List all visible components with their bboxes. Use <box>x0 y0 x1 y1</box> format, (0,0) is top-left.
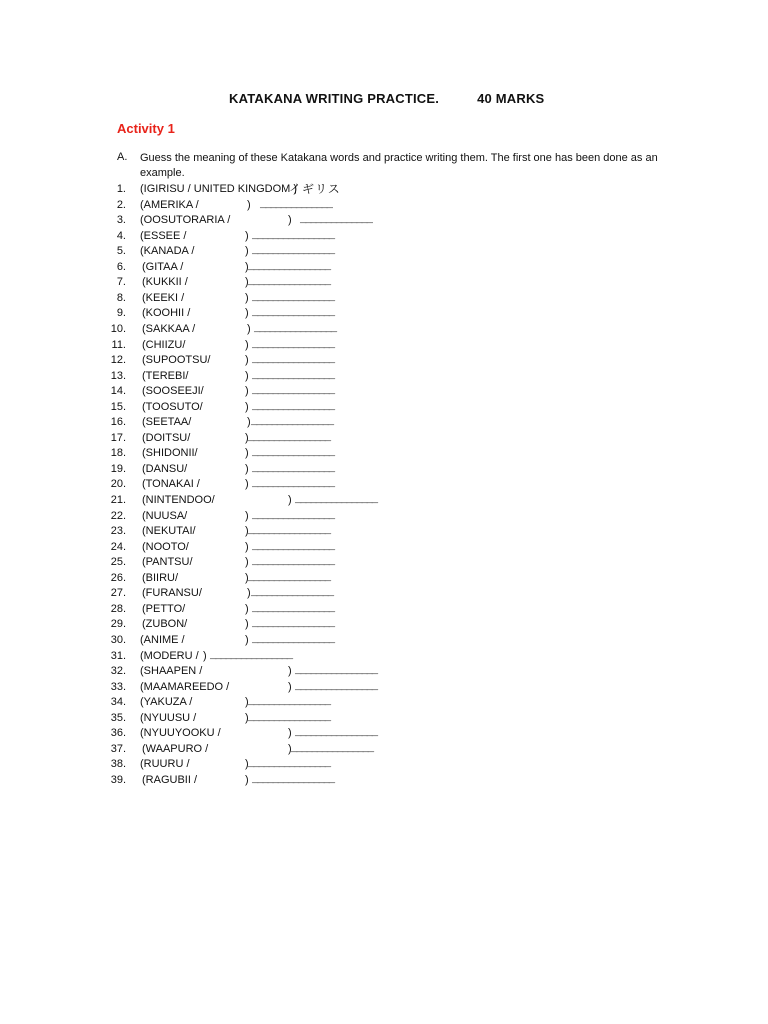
item-number: 11. <box>111 338 126 351</box>
closing-paren: ) <box>245 260 249 273</box>
answer-blank: ________________ <box>252 556 334 569</box>
item-number: 14. <box>110 385 126 398</box>
closing-paren: ) <box>245 773 249 786</box>
romaji-word: (NEKUTAI/ <box>142 525 196 538</box>
list-item <box>0 742 768 757</box>
list-item <box>0 322 768 337</box>
romaji-word: (IGIRISU / UNITED KINGDOM ) <box>140 183 298 195</box>
romaji-word: (YAKUZA / <box>140 696 193 709</box>
item-number: 15. <box>110 400 126 413</box>
romaji-word: (MAAMAREEDO / <box>140 680 230 693</box>
answer-blank: ______________ <box>300 214 372 227</box>
item-number: 33. <box>110 680 126 693</box>
answer-blank: ________________ <box>291 742 373 755</box>
answer-blank: ________________ <box>252 338 334 351</box>
romaji-word: (KUKKII / <box>142 276 188 289</box>
item-number: 6. <box>116 260 126 273</box>
closing-paren: ) <box>245 696 249 709</box>
closing-paren: ) <box>245 540 249 553</box>
answer-blank: ________________ <box>252 633 334 646</box>
closing-paren: ) <box>245 478 249 491</box>
list-item <box>0 182 768 197</box>
list-item <box>0 509 768 524</box>
closing-paren: ) <box>288 727 292 740</box>
item-number: 35. <box>110 711 126 724</box>
worksheet-title <box>229 91 544 106</box>
closing-paren: ) <box>245 400 249 413</box>
list-item <box>0 649 768 664</box>
list-item <box>0 555 768 570</box>
list-item <box>0 477 768 492</box>
romaji-word: (SAKKAA / <box>142 322 196 335</box>
list-item <box>0 586 768 601</box>
answer-blank: ______________ <box>260 198 332 211</box>
list-item <box>0 680 768 695</box>
romaji-word: (TONAKAI / <box>142 478 200 491</box>
closing-paren: ) <box>245 509 249 522</box>
item-number: 22. <box>110 509 126 522</box>
list-item <box>0 291 768 306</box>
closing-paren: ) <box>247 322 251 335</box>
romaji-word: (KEEKI / <box>142 291 185 304</box>
closing-paren: ) <box>288 494 292 506</box>
list-item <box>0 244 768 259</box>
item-number: 8. <box>116 291 126 304</box>
list-item <box>0 757 768 772</box>
romaji-word: (DOITSU/ <box>142 431 191 444</box>
item-number: 31. <box>110 649 126 662</box>
answer-blank: ________________ <box>248 276 330 289</box>
answer-blank: ________________ <box>252 462 334 475</box>
closing-paren: ) <box>245 571 249 584</box>
answer-blank: ________________ <box>248 711 330 724</box>
romaji-word: (OOSUTORARIA / <box>140 214 231 227</box>
closing-paren: ) <box>247 416 251 429</box>
romaji-word: (KOOHII / <box>142 307 191 320</box>
answer-blank: ________________ <box>252 509 334 522</box>
romaji-word: (DANSU/ <box>142 462 188 475</box>
item-number: 26. <box>110 571 126 584</box>
item-number: 27. <box>110 587 126 600</box>
list-item <box>0 617 768 632</box>
item-number: 5. <box>116 245 126 258</box>
romaji-word: (TEREBI/ <box>142 369 189 382</box>
closing-paren: ) <box>245 556 249 569</box>
list-item <box>0 540 768 555</box>
romaji-word: (PANTSU/ <box>142 556 193 569</box>
answer-blank: ________________ <box>252 245 334 258</box>
list-item <box>0 571 768 586</box>
example-answer: イギリス <box>289 182 341 196</box>
answer-blank: ________________ <box>252 229 334 242</box>
list-item <box>0 633 768 648</box>
list-item <box>0 695 768 710</box>
item-number: 7. <box>116 276 126 289</box>
answer-blank: ________________ <box>252 400 334 413</box>
list-item <box>0 353 768 368</box>
closing-paren: ) <box>245 447 249 460</box>
closing-paren: ) <box>245 602 249 615</box>
item-number: 30. <box>110 633 126 646</box>
romaji-word: (NUUSA/ <box>142 509 188 522</box>
closing-paren: ) <box>245 758 249 771</box>
title-text: KATAKANA WRITING PRACTICE. <box>229 91 440 106</box>
item-number: 16. <box>110 416 126 429</box>
closing-paren: ) <box>245 291 249 304</box>
list-item <box>0 602 768 617</box>
closing-paren: ) <box>245 276 249 289</box>
list-item <box>0 415 768 430</box>
item-number: 28. <box>110 602 126 615</box>
answer-blank: ________________ <box>252 540 334 553</box>
answer-blank: ________________ <box>248 758 330 771</box>
list-item <box>0 446 768 461</box>
answer-blank: ________________ <box>252 618 334 631</box>
item-number: 20. <box>110 478 126 491</box>
romaji-word: (RUURU / <box>140 758 190 771</box>
closing-paren: ) <box>245 369 249 382</box>
closing-paren: ) <box>245 338 249 351</box>
answer-blank: ________________ <box>248 696 330 709</box>
list-item <box>0 306 768 321</box>
closing-paren: ) <box>247 198 251 211</box>
item-number: 17. <box>110 431 126 444</box>
romaji-word: (ANIME / <box>140 633 185 646</box>
list-item <box>0 229 768 244</box>
romaji-word: (BIIRU/ <box>142 571 179 584</box>
closing-paren: ) <box>245 633 249 646</box>
answer-blank: ________________ <box>295 727 377 740</box>
list-item <box>0 384 768 399</box>
closing-paren: ) <box>245 307 249 320</box>
instruction-text: Guess the meaning of these Katakana words and practice writing them. The first one has been done as an example. <box>140 152 658 179</box>
item-number: 29. <box>110 618 126 631</box>
answer-blank: ________________ <box>295 494 377 506</box>
answer-blank: ________________ <box>248 525 330 538</box>
romaji-word: (PETTO/ <box>142 602 186 615</box>
list-item <box>0 338 768 353</box>
romaji-word: (CHIIZU/ <box>142 338 186 351</box>
closing-paren: ) <box>245 385 249 398</box>
item-number: 24. <box>110 540 126 553</box>
item-number: 32. <box>110 665 126 678</box>
item-number: 36. <box>110 727 126 740</box>
list-item <box>0 493 768 508</box>
romaji-word: (NYUUYOOKU / <box>140 727 221 740</box>
item-number: 25. <box>110 556 126 569</box>
item-number: 13. <box>110 369 126 382</box>
answer-blank: ________________ <box>295 665 377 678</box>
answer-blank: ________________ <box>254 322 336 335</box>
answer-blank: ________________ <box>252 369 334 382</box>
closing-paren: ) <box>245 431 249 444</box>
list-item <box>0 369 768 384</box>
answer-blank: ________________ <box>252 773 334 786</box>
item-number: 23. <box>110 525 126 538</box>
romaji-word: (NOOTO/ <box>142 540 189 553</box>
item-number: 34. <box>110 696 126 709</box>
list-item <box>0 198 768 213</box>
item-number: 9. <box>116 307 126 320</box>
list-item <box>0 726 768 741</box>
closing-paren: ) <box>245 711 249 724</box>
romaji-word: (SEETAA/ <box>142 416 192 429</box>
item-number: 3. <box>116 214 126 227</box>
closing-paren: ) <box>245 229 249 242</box>
total-marks: 40 MARKS <box>477 91 545 106</box>
list-item <box>0 773 768 788</box>
answer-blank: ________________ <box>252 291 334 304</box>
item-number: 18. <box>110 447 126 460</box>
romaji-word: (SHIDONII/ <box>142 447 198 460</box>
answer-blank: ________________ <box>251 416 333 429</box>
romaji-word: (GITAA / <box>142 260 184 273</box>
closing-paren: ) <box>245 525 249 538</box>
closing-paren: ) <box>288 742 292 755</box>
answer-blank: ________________ <box>248 260 330 273</box>
answer-blank: ________________ <box>252 447 334 460</box>
instruction-letter: A. <box>117 151 128 163</box>
closing-paren: ) <box>245 245 249 258</box>
romaji-word: (SUPOOTSU/ <box>142 354 211 367</box>
romaji-word: (ZUBON/ <box>142 618 188 631</box>
item-number: 12. <box>110 354 126 367</box>
activity-heading: Activity 1 <box>117 121 175 136</box>
romaji-word: (SHAAPEN / <box>140 665 203 678</box>
item-number: 39. <box>110 773 126 786</box>
list-item <box>0 524 768 539</box>
item-number: 2. <box>116 198 126 211</box>
closing-paren: ) <box>288 665 292 678</box>
answer-blank: ________________ <box>252 385 334 398</box>
item-number: 38. <box>110 758 126 771</box>
closing-paren: ) <box>245 462 249 475</box>
item-number: 19. <box>110 462 126 475</box>
item-number: 37. <box>110 742 126 755</box>
answer-blank: ________________ <box>252 307 334 320</box>
item-number: 1. <box>116 183 126 195</box>
romaji-word: (MODERU / <box>140 649 199 662</box>
closing-paren: ) <box>247 587 251 600</box>
romaji-word: (KANADA / <box>140 245 195 258</box>
answer-blank: ________________ <box>210 649 292 662</box>
list-item <box>0 213 768 228</box>
list-item <box>0 400 768 415</box>
answer-blank: ________________ <box>252 478 334 491</box>
answer-blank: ________________ <box>252 354 334 367</box>
item-number: 10. <box>110 322 126 335</box>
romaji-word: (NINTENDOO/ <box>142 494 215 506</box>
answer-blank: ________________ <box>252 602 334 615</box>
romaji-word: (FURANSU/ <box>142 587 202 600</box>
romaji-word: (ESSEE / <box>140 229 187 242</box>
closing-paren: ) <box>288 680 292 693</box>
closing-paren: ) <box>288 214 292 227</box>
list-item <box>0 260 768 275</box>
closing-paren: ) <box>245 618 249 631</box>
list-item <box>0 462 768 477</box>
answer-blank: ________________ <box>295 680 377 693</box>
answer-blank: ________________ <box>251 587 333 600</box>
romaji-word: (AMERIKA / <box>140 198 199 211</box>
answer-blank: ________________ <box>248 571 330 584</box>
answer-blank: ________________ <box>248 431 330 444</box>
list-item <box>0 275 768 290</box>
list-item <box>0 664 768 679</box>
list-item <box>0 711 768 726</box>
romaji-word: (TOOSUTO/ <box>142 400 203 413</box>
closing-paren: ) <box>245 354 249 367</box>
romaji-word: (NYUUSU / <box>140 711 197 724</box>
romaji-word: (SOOSEEJI/ <box>142 385 204 398</box>
closing-paren: ) <box>203 649 207 662</box>
romaji-word: (WAAPURO / <box>142 742 209 755</box>
romaji-word: (RAGUBII / <box>142 773 198 786</box>
item-number: 21. <box>110 494 126 506</box>
item-number: 4. <box>116 229 126 242</box>
list-item <box>0 431 768 446</box>
